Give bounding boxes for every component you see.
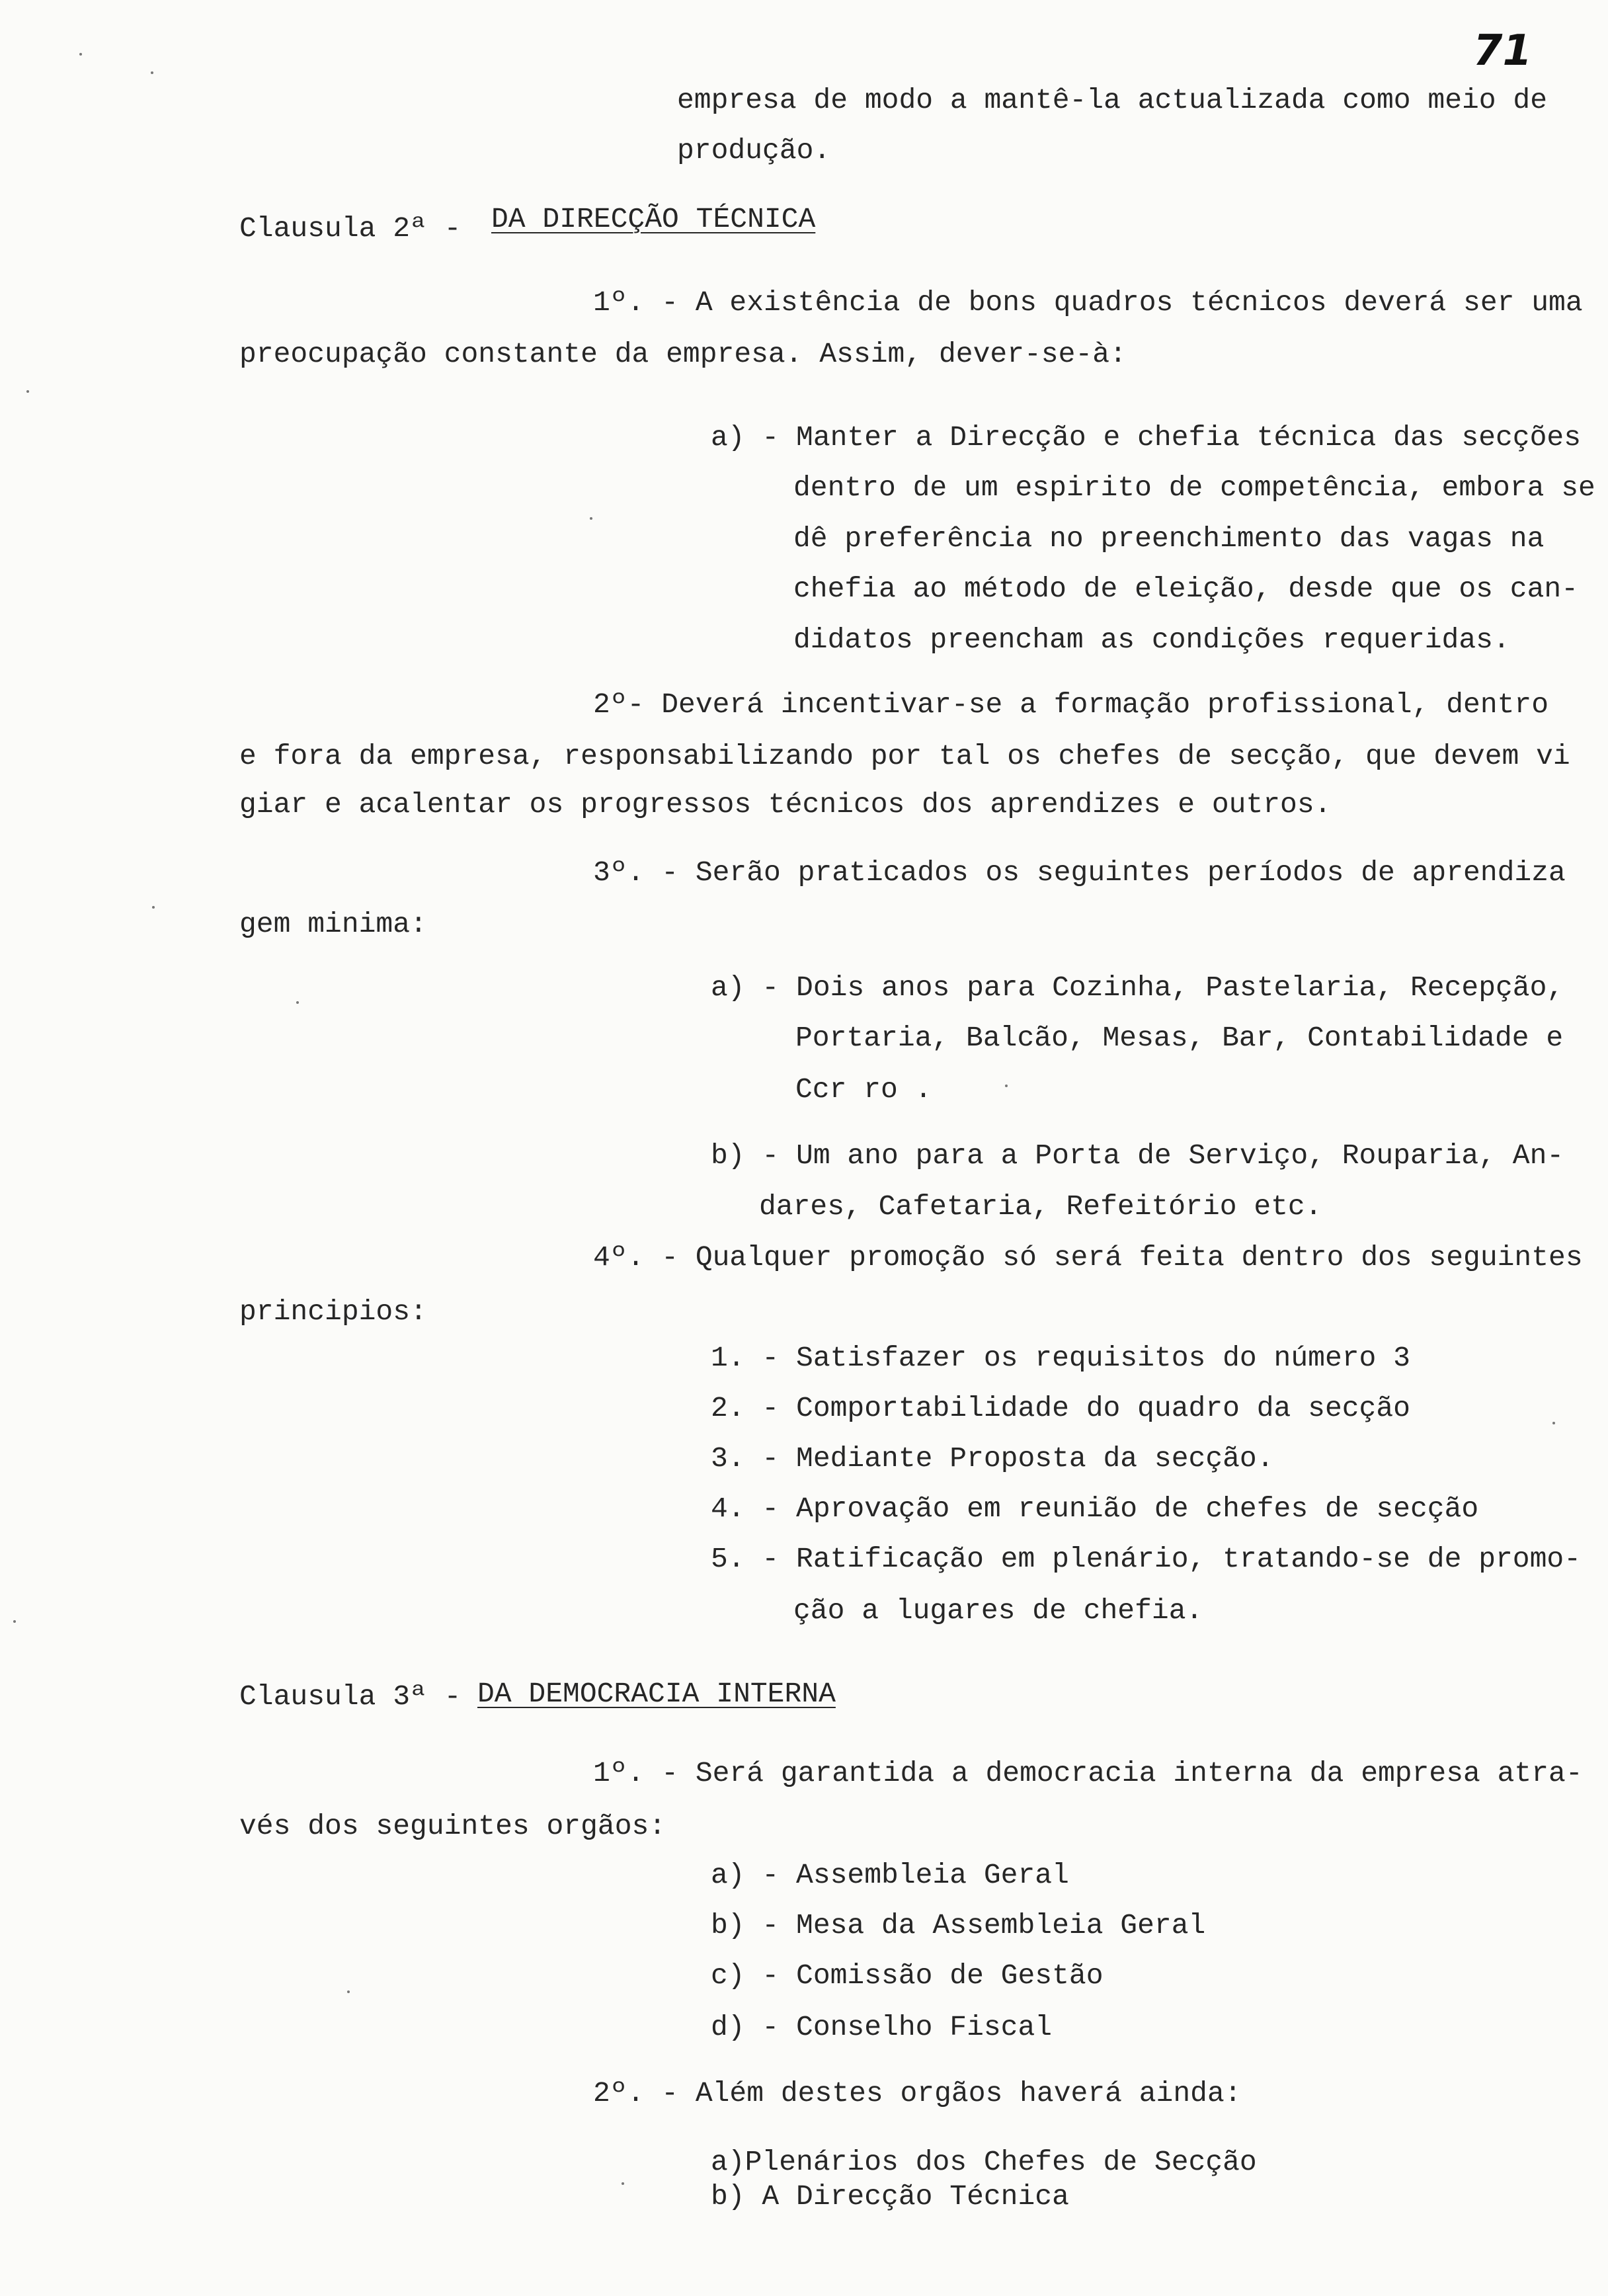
list-item: a) - Manter a Direcção e chefia técnica das secções	[711, 421, 1582, 454]
scan-speck	[296, 1001, 299, 1004]
scan-speck	[622, 2182, 624, 2185]
list-item: d) - Conselho Fiscal	[711, 2011, 1053, 2043]
clausula-3-label: Clausula 3ª -	[239, 1680, 462, 1713]
list-item: a)Plenários dos Chefes de Secção	[711, 2146, 1257, 2178]
clausula-2-label: Clausula 2ª -	[239, 212, 462, 245]
paragraph-line: vés dos seguintes orgãos:	[239, 1810, 666, 1842]
list-item: b) - Mesa da Assembleia Geral	[711, 1909, 1206, 1942]
list-item-continuation: dares, Cafetaria, Refeitório etc.	[759, 1190, 1322, 1223]
paragraph-line: gem minima:	[239, 908, 427, 940]
scan-speck	[13, 1620, 16, 1623]
paragraph-line: 4º. - Qualquer promoção só será feita dentro dos seguintes	[593, 1241, 1583, 1274]
scan-speck	[1005, 1085, 1008, 1087]
list-item: b) - Um ano para a Porta de Serviço, Rouparia, An-	[711, 1139, 1564, 1172]
paragraph-line: e fora da empresa, responsabilizando por tal os chefes de secção, que devem vi	[239, 740, 1570, 772]
list-item: c) - Comissão de Gestão	[711, 1959, 1104, 1992]
paragraph-line: preocupação constante da empresa. Assim, dever-se-à:	[239, 338, 1127, 370]
list-item-continuation: dentro de um espirito de competência, embora se	[793, 472, 1595, 504]
list-item: 4. - Aprovação em reunião de chefes de secção	[711, 1493, 1479, 1525]
scan-speck	[347, 1990, 350, 1993]
clausula-3-title: DA DEMOCRACIA INTERNA	[477, 1678, 836, 1710]
list-item-continuation: ção a lugares de chefia.	[793, 1594, 1203, 1627]
paragraph-line: 1º. - A existência de bons quadros técnicos deverá ser uma	[593, 286, 1583, 319]
scan-speck	[1552, 1422, 1555, 1424]
scan-speck	[152, 906, 155, 909]
list-item: 2. - Comportabilidade do quadro da secção	[711, 1392, 1410, 1424]
paragraph-line: 2º. - Além destes orgãos haverá ainda:	[593, 2077, 1242, 2110]
list-item-continuation: Ccr ro .	[795, 1073, 932, 1106]
list-item: 5. - Ratificação em plenário, tratando-se de promo-	[711, 1543, 1582, 1575]
list-item: a) - Assembleia Geral	[711, 1859, 1069, 1891]
scan-speck	[590, 517, 592, 520]
list-item-continuation: Portaria, Balcão, Mesas, Bar, Contabilidade e	[795, 1022, 1564, 1054]
clausula-2-title: DA DIRECÇÃO TÉCNICA	[491, 203, 816, 235]
list-item: a) - Dois anos para Cozinha, Pastelaria, Recepção,	[711, 971, 1564, 1004]
intro-line: produção.	[677, 134, 831, 167]
paragraph-line: principios:	[239, 1295, 427, 1328]
list-item-continuation: dê preferência no preenchimento das vagas na	[793, 522, 1545, 555]
scan-speck	[151, 71, 153, 74]
list-item: 1. - Satisfazer os requisitos do número 3	[711, 1342, 1410, 1374]
paragraph-line: giar e acalentar os progressos técnicos dos aprendizes e outros.	[239, 788, 1332, 821]
paragraph-line: 1º. - Será garantida a democracia interna da empresa atra-	[593, 1757, 1583, 1789]
paragraph-line: 3º. - Serão praticados os seguintes períodos de aprendiza	[593, 856, 1566, 889]
list-item: b) A Direcção Técnica	[711, 2180, 1069, 2213]
list-item-continuation: chefia ao método de eleição, desde que os can-	[793, 573, 1578, 605]
scan-speck	[26, 390, 29, 393]
list-item: 3. - Mediante Proposta da secção.	[711, 1442, 1274, 1475]
page-number: 71	[1473, 26, 1533, 75]
list-item-continuation: didatos preencham as condições requeridas.	[793, 624, 1510, 656]
scan-speck	[79, 53, 82, 56]
intro-line: empresa de modo a mantê-la actualizada como meio de	[677, 84, 1548, 116]
paragraph-line: 2º- Deverá incentivar-se a formação profissional, dentro	[593, 688, 1549, 721]
